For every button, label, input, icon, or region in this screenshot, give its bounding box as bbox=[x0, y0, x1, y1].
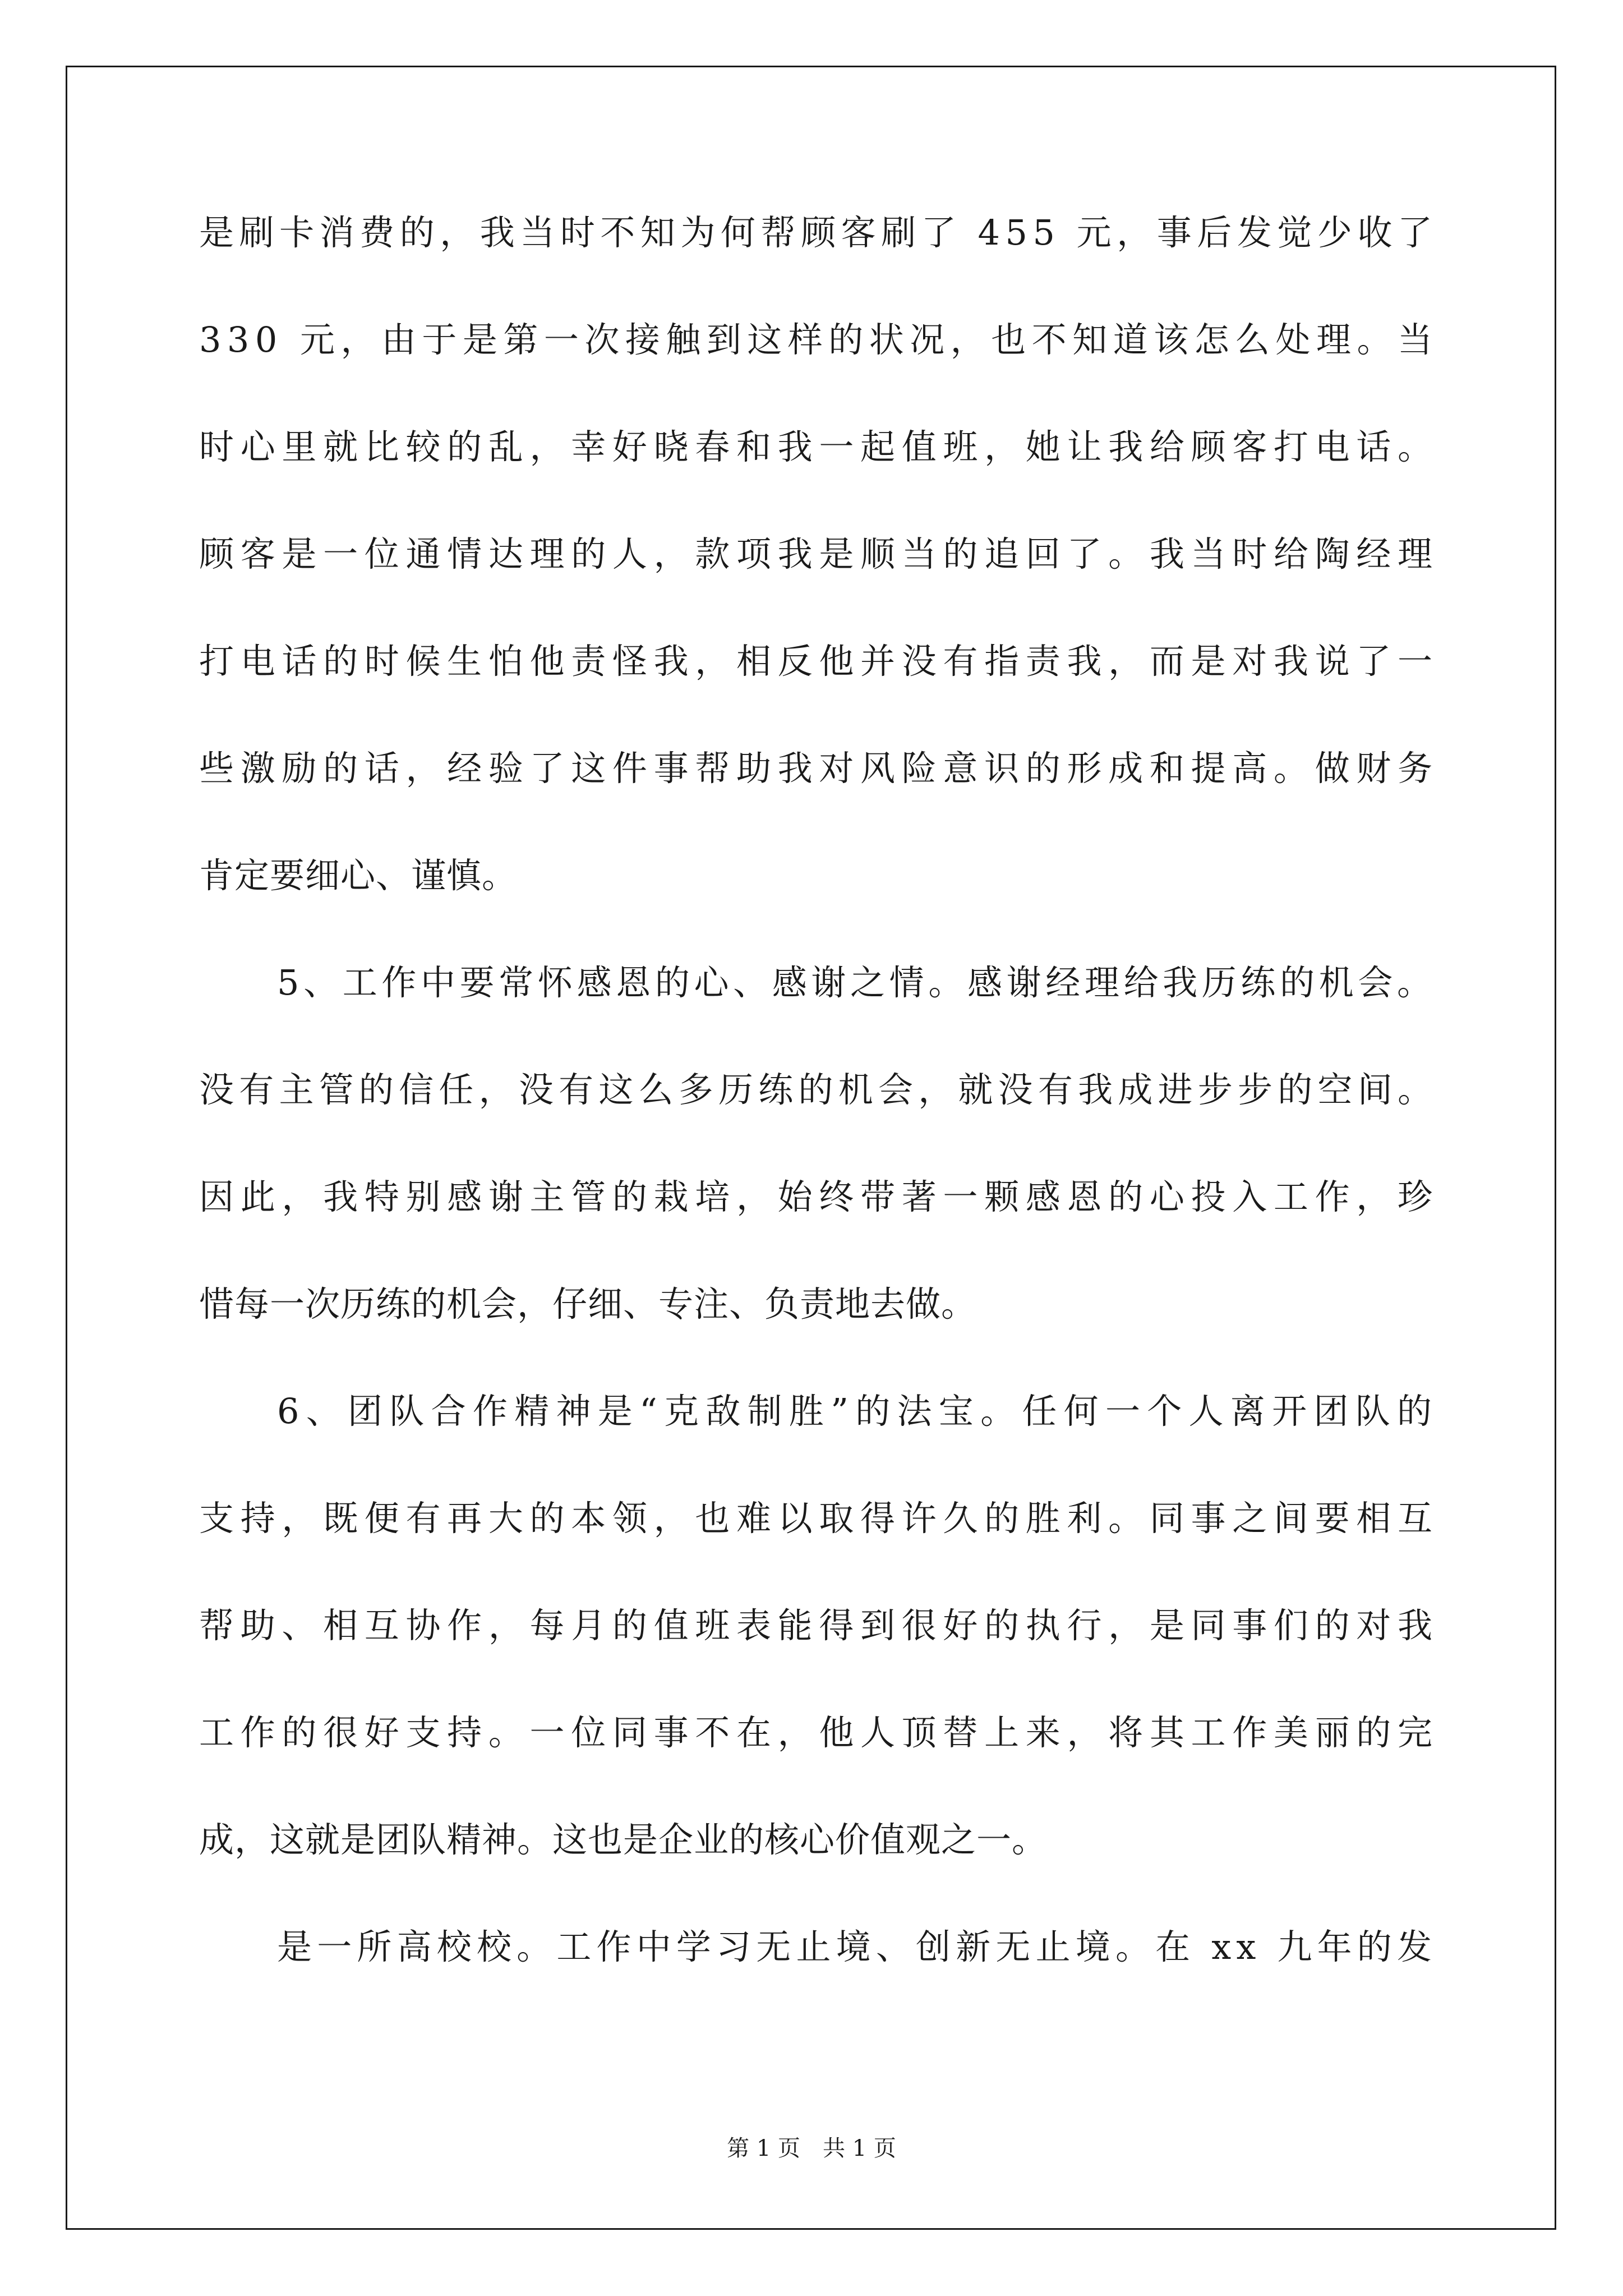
page-border bbox=[66, 66, 1556, 2230]
text-line: 是刷卡消费的，我当时不知为何帮顾客刷了 455 元，事后发觉少收了 bbox=[199, 212, 1438, 253]
text-line: 惜每一次历练的机会，仔细、专注、负责地去做。 bbox=[199, 1283, 977, 1324]
text-line: 顾客是一位通情达理的人，款项我是顺当的追回了。我当时给陶经理 bbox=[199, 533, 1439, 574]
page-number-footer: 第 1 页 共 1 页 bbox=[727, 2136, 896, 2161]
text-line: 因此，我特别感谢主管的栽培，始终带著一颗感恩的心投入工作，珍 bbox=[199, 1176, 1439, 1217]
text-line: 肯定要细心、谨慎。 bbox=[199, 855, 518, 896]
text-line: 没有主管的信任，没有这么多历练的机会，就没有我成进步步的空间。 bbox=[199, 1069, 1438, 1110]
paragraph-start-line: 5、工作中要常怀感恩的心、感谢之情。感谢经理给我历练的机会。 bbox=[277, 962, 1436, 1003]
text-line: 打电话的时候生怕他责怪我，相反他并没有指责我，而是对我说了一 bbox=[199, 641, 1439, 682]
text-line: 成，这就是团队精神。这也是企业的核心价值观之一。 bbox=[199, 1819, 1048, 1860]
text-line: 帮助、相互协作，每月的值班表能得到很好的执行，是同事们的对我 bbox=[199, 1605, 1439, 1646]
paragraph-start-line: 是一所高校校。工作中学习无止境、创新无止境。在 xx 九年的发 bbox=[277, 1926, 1437, 1967]
text-line: 时心里就比较的乱，幸好晓春和我一起值班，她让我给顾客打电话。 bbox=[199, 426, 1439, 467]
paragraph-start-line: 6、团队合作精神是“克敌制胜”的法宝。任何一个人离开团队的 bbox=[277, 1391, 1439, 1432]
text-line: 工作的很好支持。一位同事不在，他人顶替上来，将其工作美丽的完 bbox=[199, 1712, 1439, 1753]
text-line: 330 元，由于是第一次接触到这样的状况，也不知道该怎么处理。当 bbox=[199, 319, 1438, 360]
text-line: 些激励的话，经验了这件事帮助我对风险意识的形成和提高。做财务 bbox=[199, 748, 1439, 789]
text-line: 支持，既便有再大的本领，也难以取得许久的胜利。同事之间要相互 bbox=[199, 1498, 1439, 1539]
